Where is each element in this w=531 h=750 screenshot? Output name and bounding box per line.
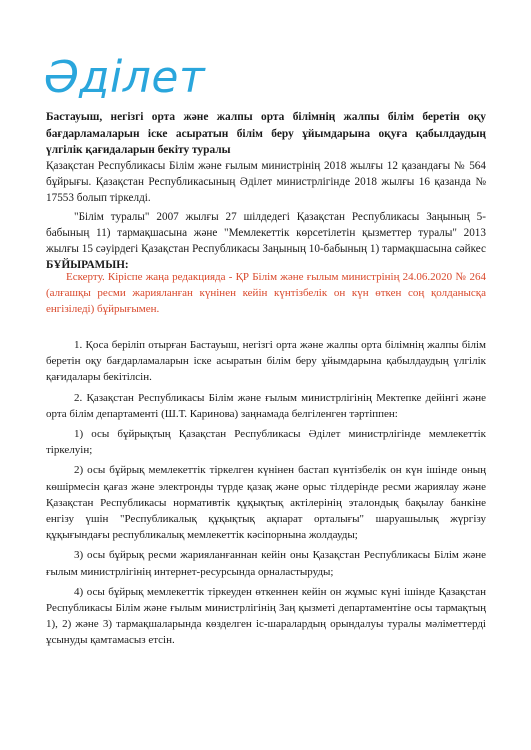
adilet-logo	[44, 50, 204, 106]
legal-basis	[46, 210, 486, 273]
editorial-note	[46, 269, 486, 318]
note-part-2: (алғашқы ресми жарияланған күнінен кейін күнтізбелік он күн өткен соң қолданысқа енгізіледі)	[46, 287, 486, 316]
paragraph-1: 1. Қоса беріліп отырған Бастауыш, негізгі орта және жалпы орта білімнің жалпы білім беретін оқу бағдарламаларын іске асыратын білім беру ұйымдарына қабылдаудың үлгілік қағидалары бекітілсін.	[46, 339, 486, 384]
order-body	[46, 337, 486, 649]
paragraph-2: 2. Қазақстан Республикасы Білім және ғылым министрлігінің Мектепке дейінгі және орта білім департаменті (Ш.Т. Каринова) заңнамада белгіленген тәртіппен:	[46, 391, 486, 420]
logo-text: Әділет	[44, 52, 206, 103]
document-title: Бастауыш, негізгі орта және жалпы орта білімнің жалпы білім беретін оқу бағдарламаларын іске асыратын білім беру ұйымдарына оқуға қабылдаудың үлгілік қағидаларын бекіту туралы	[46, 111, 486, 157]
document-intro	[46, 159, 486, 274]
order-word: БҰЙЫРАМЫН:	[46, 258, 129, 271]
paragraph-2-item-1: 1) осы бұйрықтың Қазақстан Республикасы Әділет министрлігінде мемлекеттік тіркелуін;	[46, 428, 486, 457]
paragraph-2-item-4: 4) осы бұйрық мемлекеттік тіркеуден өткеннен кейін он жұмыс күні ішінде Қазақстан Республикасы Білім және ғылым министрлігінің Заң қызметі департаментіне осы тармақтың 1), 2) және 3) тармақшаларында көзделген іс-шаралардың орындалуы туралы мәліметтерді ұсынуды қамтамасыз етсін.	[46, 585, 486, 647]
note-part-3: бұйрығымен.	[97, 303, 160, 316]
legal-basis-text: "Білім туралы" 2007 жылғы 27 шілдедегі Қазақстан Республикасы Заңының 5-бабының 11) тармақшасына және "Мемлекеттік көрсетілетін қызметтер туралы" 2013 жылғы 15 сәуірдегі Қазақстан Республикасы Заңының 10-бабының 1) тармақшасына сәйкес	[46, 211, 486, 255]
paragraph-2-item-3: 3) осы бұйрық ресми жарияланғаннан кейін оны Қазақстан Республикасы Білім және ғылым министрлігінің интернет-ресурсында орналастыруды;	[46, 549, 486, 578]
registration-info: Қазақстан Республикасы Білім және ғылым министрінің 2018 жылғы 12 қазандағы № 564 бұйрығы. Қазақстан Республикасының Әділет министрлігінде 2018 жылғы 16 қазанда № 17553 болып тіркелді.	[46, 160, 486, 204]
paragraph-2-item-2: 2) осы бұйрық мемлекеттік тіркелген күнінен бастап күнтізбелік он күн ішінде оның көшірмесін қағаз және электронды түрде қазақ және орыс тілдерінде ресми жариялау және Қазақстан Республикасы нормативтік құқықтық актілерінің эталондық бақылау банкіне енгізу үшін "Республикалық құқықтық ақпарат орталығы" шаруашылық жүргізу құқығындағы республикалық мемлекеттік кәсіпорнына жолдауды;	[46, 464, 486, 542]
note-part-1: Ескерту. Кіріспе жаңа редакцияда - ҚР Білім және ғылым министрінің 24.06.2020 № 264	[66, 271, 486, 283]
